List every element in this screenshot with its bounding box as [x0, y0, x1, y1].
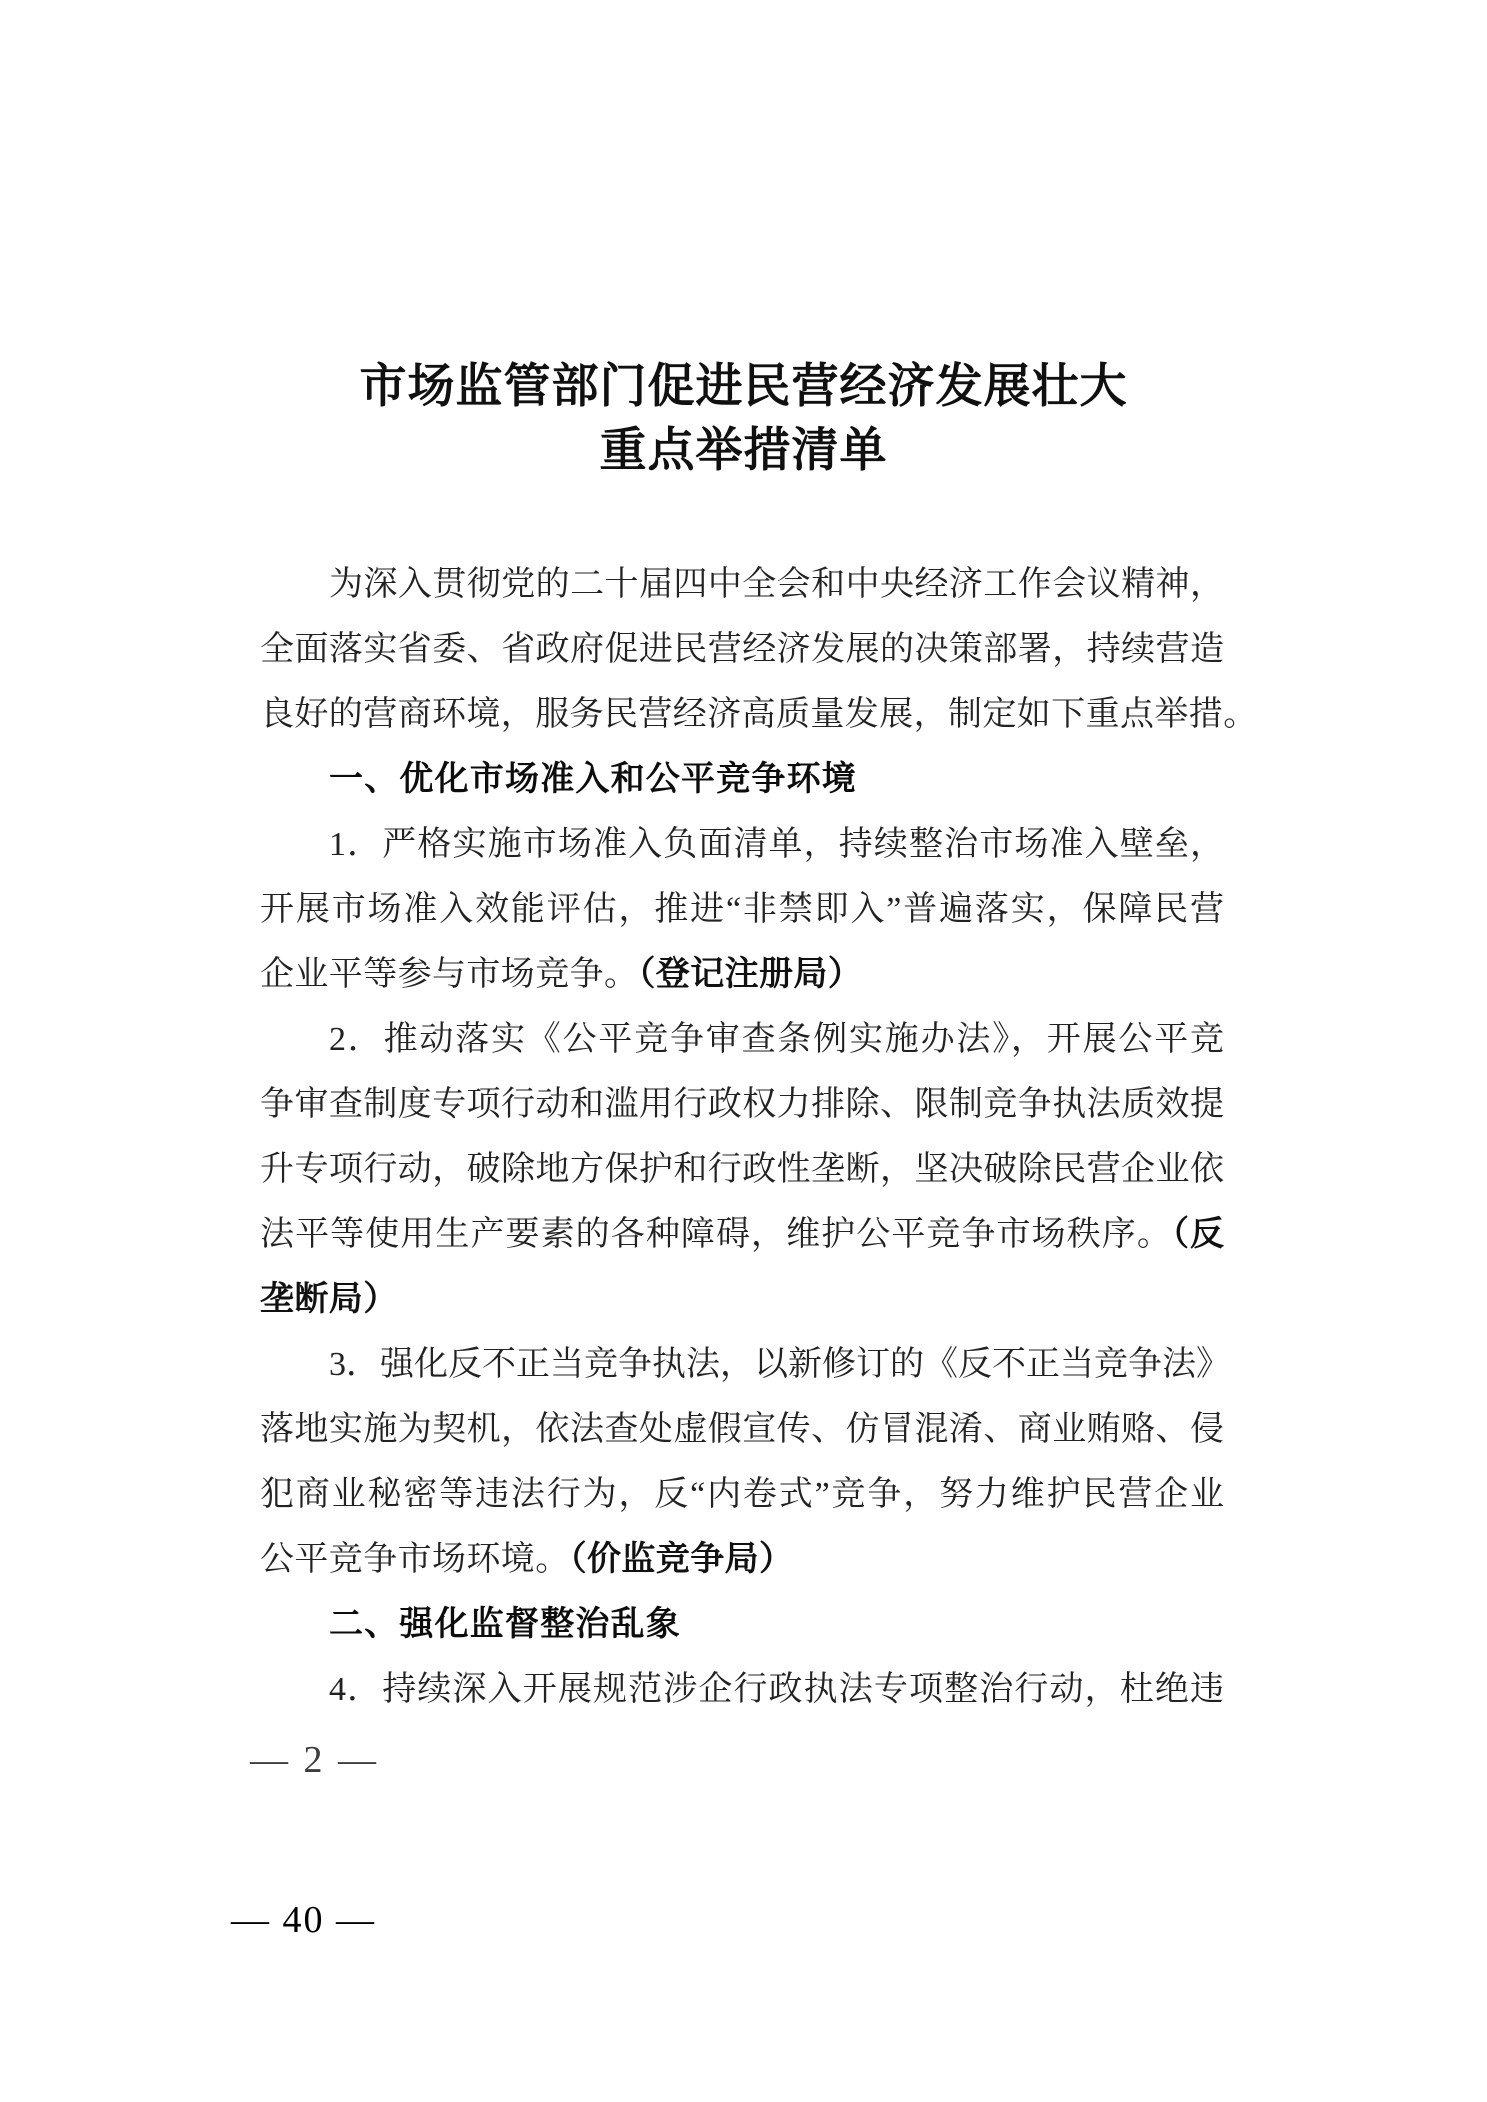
body-line — [260, 1137, 1224, 1202]
body-line — [260, 812, 1224, 877]
inner-page-number: — 2 — — [250, 1739, 379, 1781]
body-line — [260, 1332, 1230, 1397]
line-text: 一、优化市场准入和公平竞争环境 — [329, 760, 857, 798]
line-text: 法平等使用生产要素的各种障碍，维护公平竞争市场秩序。 — [260, 1216, 1172, 1253]
body-line — [260, 1267, 1224, 1332]
body-line — [260, 942, 1224, 1007]
document-title-line2: 重点举措清单 — [599, 425, 888, 477]
department-tag: 垄断局） — [260, 1281, 398, 1318]
body-line — [260, 617, 1224, 682]
document-body — [260, 552, 1258, 1722]
body-line — [260, 877, 1224, 942]
document-title-line1: 市场监管部门促进民营经济发展壮大 — [359, 361, 1128, 413]
body-line — [260, 1007, 1224, 1072]
section-heading-2 — [260, 1592, 1224, 1657]
line-text: 二、强化监督整治乱象 — [329, 1605, 681, 1643]
line-text: 3．强化反不正当竞争执法，以新修订的《反不正当竞争法》 — [329, 1346, 1230, 1383]
line-text: 落地实施为契机，依法查处虚假宣传、仿冒混淆、商业贿赂、侵 — [260, 1411, 1224, 1448]
body-line — [260, 1657, 1224, 1722]
line-text: 全面落实省委、省政府促进民营经济发展的决策部署，持续营造 — [260, 631, 1224, 668]
line-text: 争审查制度专项行动和滥用行政权力排除、限制竞争执法质效提 — [260, 1086, 1224, 1123]
body-line — [260, 1202, 1224, 1267]
body-line — [260, 1527, 1224, 1592]
line-text: 开展市场准入效能评估，推进“非禁即入”普遍落实，保障民营 — [260, 891, 1224, 928]
line-text: 1．严格实施市场准入负面清单，持续整治市场准入壁垒， — [329, 826, 1224, 863]
line-text: 4．持续深入开展规范涉企行政执法专项整治行动，杜绝违 — [329, 1671, 1224, 1708]
document-title — [0, 355, 1487, 483]
line-text: 公平竞争市场环境。 — [260, 1541, 570, 1578]
line-text: 为深入贯彻党的二十届四中全会和中央经济工作会议精神， — [329, 566, 1224, 603]
line-text: 企业平等参与市场竞争。 — [260, 956, 639, 993]
department-tag: （登记注册局） — [638, 956, 863, 993]
department-tag: （价监竞争局） — [569, 1541, 794, 1578]
body-line — [260, 1072, 1224, 1137]
body-line — [260, 1462, 1224, 1527]
line-text: 升专项行动，破除地方保护和行政性垄断，坚决破除民营企业依 — [260, 1151, 1224, 1188]
line-text: 犯商业秘密等违法行为，反“内卷式”竞争，努力维护民营企业 — [260, 1476, 1224, 1513]
body-line — [260, 682, 1258, 747]
outer-page-number: — 40 — — [231, 1899, 376, 1941]
department-tag: （反 — [1171, 1216, 1225, 1253]
line-text: 良好的营商环境，服务民营经济高质量发展，制定如下重点举措。 — [260, 696, 1258, 733]
body-line — [260, 552, 1224, 617]
body-line — [260, 1397, 1224, 1462]
line-text: 2．推动落实《公平竞争审查条例实施办法》，开展公平竞 — [329, 1021, 1224, 1058]
section-heading-1 — [260, 747, 1224, 812]
